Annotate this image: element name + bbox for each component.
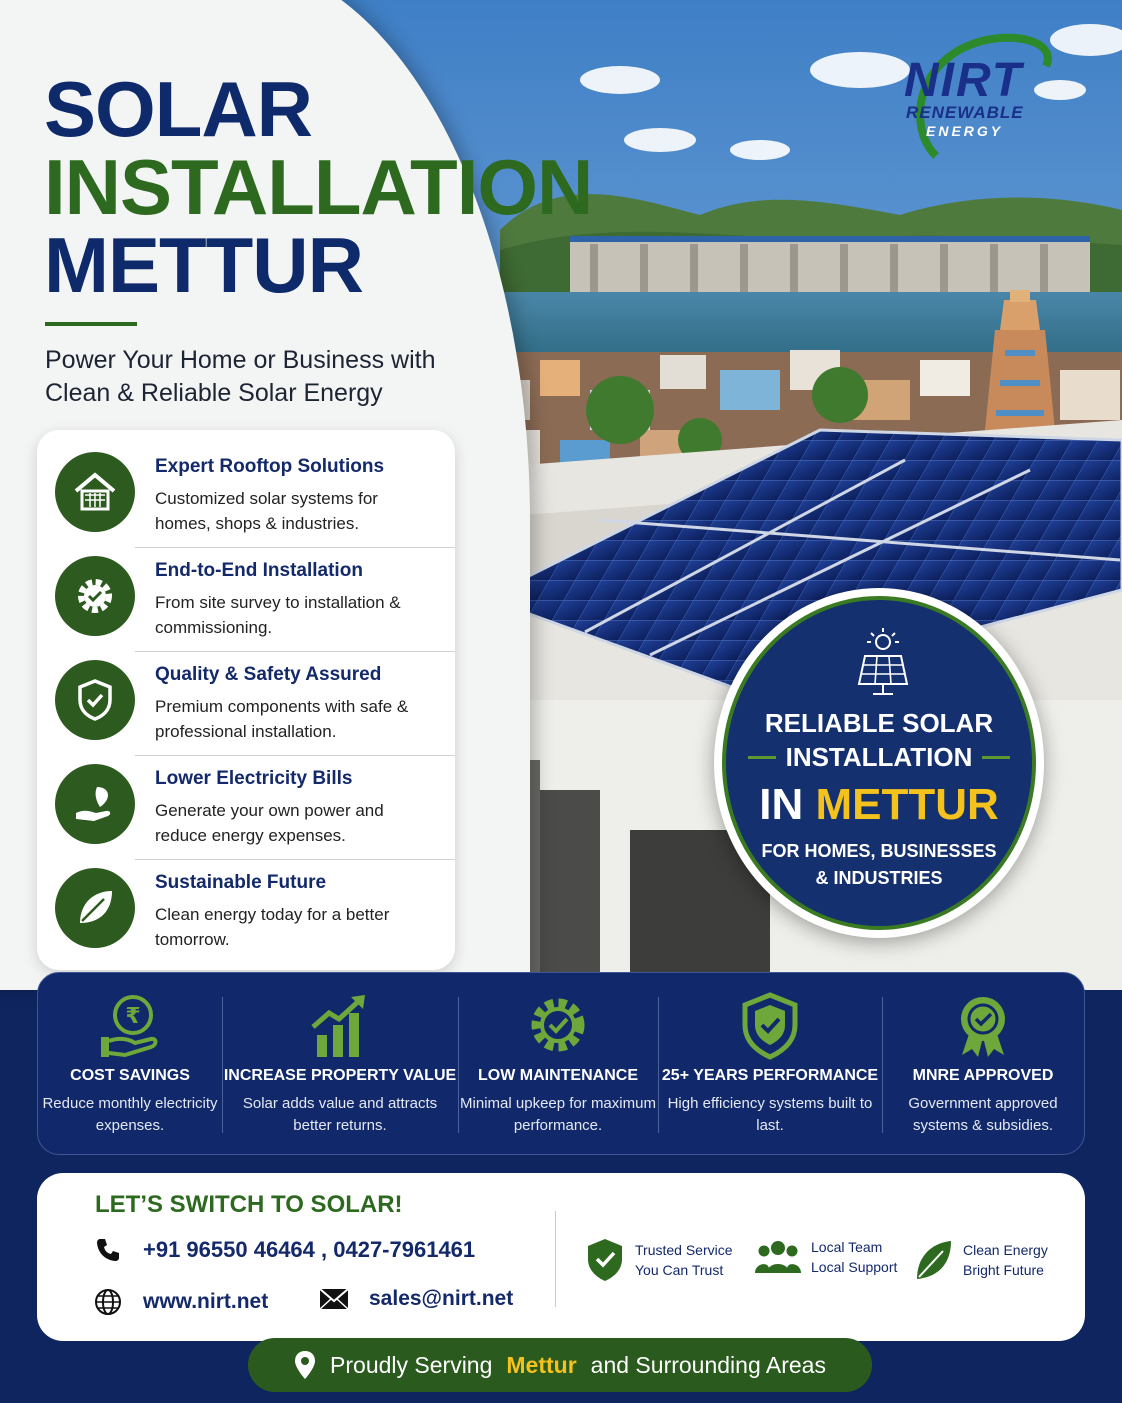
title-line-installation: INSTALLATION <box>44 143 593 231</box>
feature-desc: Premium components with safe & professional installation. <box>155 697 409 741</box>
phone-numbers[interactable]: +91 96550 46464 , 0427-7961461 <box>143 1237 476 1262</box>
leaf-icon <box>913 1237 953 1283</box>
gear-check-icon <box>523 991 593 1061</box>
badge-line4: FOR HOMES, BUSINESSES & INDUSTRIES <box>761 841 997 888</box>
feature-title: Lower Electricity Bills <box>155 768 353 789</box>
hand-leaf-icon <box>55 764 135 844</box>
trust-item <box>585 1237 733 1283</box>
service-area-suffix: and Surrounding Areas <box>590 1351 826 1378</box>
website-link[interactable]: www.nirt.net <box>143 1290 269 1313</box>
title-divider <box>45 322 137 326</box>
gear-check-icon <box>55 556 135 636</box>
page-title <box>44 65 593 309</box>
badge-line2-row <box>726 742 1032 773</box>
trust-item <box>755 1237 897 1277</box>
feature-desc: Clean energy today for a better tomorrow. <box>155 905 390 949</box>
benefit-title: COST SAVINGS <box>70 1067 190 1084</box>
benefit-desc: Solar adds value and attracts better returns. <box>242 1095 438 1134</box>
benefit-title: INCREASE PROPERTY VALUE <box>223 1067 457 1084</box>
trust-line1: Trusted Service <box>635 1242 733 1258</box>
trust-line2: You Can Trust <box>635 1262 724 1278</box>
benefit-item <box>658 973 882 1154</box>
feature-desc: Generate your own power and reduce energy expenses. <box>155 801 384 845</box>
location-pin-icon <box>294 1350 316 1380</box>
shield-check-icon <box>585 1237 625 1283</box>
nirt-logo <box>896 26 1076 176</box>
website-row[interactable] <box>93 1287 268 1317</box>
svg-text:₹: ₹ <box>125 1004 141 1029</box>
benefit-item <box>458 973 658 1154</box>
feature-desc: Customized solar systems for homes, shops & industries. <box>155 489 378 533</box>
contact-divider <box>555 1211 556 1307</box>
award-ribbon-icon <box>948 991 1018 1061</box>
trust-line2: Bright Future <box>963 1262 1044 1278</box>
badge-line3 <box>726 780 1032 830</box>
badge-dash <box>982 756 1010 759</box>
badge-line3-prefix: IN <box>759 780 804 829</box>
benefit-item <box>38 973 222 1154</box>
benefit-item <box>882 973 1084 1154</box>
benefit-title: LOW MAINTENANCE <box>478 1067 638 1084</box>
benefit-desc: High efficiency systems built to last. <box>667 1095 873 1134</box>
feature-title: Expert Rooftop Solutions <box>155 456 385 477</box>
logo-brand: NIRT <box>904 54 1024 107</box>
badge-line3-highlight: METTUR <box>815 780 999 829</box>
globe-icon <box>93 1287 123 1317</box>
envelope-icon <box>319 1287 349 1311</box>
mettur-badge <box>714 588 1044 938</box>
email-link[interactable]: sales@nirt.net <box>369 1287 514 1310</box>
benefits-bar <box>37 972 1085 1155</box>
service-area-prefix: Proudly Serving <box>330 1351 493 1378</box>
title-line-mettur: METTUR <box>44 221 363 309</box>
phone-row[interactable] <box>95 1237 475 1263</box>
email-row[interactable] <box>319 1287 513 1311</box>
leaf-icon <box>55 868 135 948</box>
shield-check-icon <box>735 991 805 1061</box>
logo-line2: ENERGY <box>926 123 1004 139</box>
trust-line1: Clean Energy <box>963 1242 1048 1258</box>
badge-line2: INSTALLATION <box>785 742 973 772</box>
shield-check-icon <box>55 660 135 740</box>
title-line-solar: SOLAR <box>44 65 312 153</box>
benefit-desc: Reduce monthly electricity expenses. <box>42 1095 218 1134</box>
features-card <box>37 430 455 970</box>
feature-title: Sustainable Future <box>155 872 327 893</box>
house-solar-icon <box>55 452 135 532</box>
rupee-hand-icon <box>95 991 165 1061</box>
feature-item <box>55 444 445 548</box>
trust-item <box>913 1237 1048 1283</box>
service-area-banner <box>248 1338 872 1392</box>
benefit-desc: Government approved systems & subsidies. <box>908 1095 1058 1134</box>
service-area-highlight: Mettur <box>506 1351 577 1378</box>
trust-line1: Local Team <box>811 1239 883 1255</box>
benefit-item <box>222 973 458 1154</box>
benefit-title: 25+ YEARS PERFORMANCE <box>661 1067 879 1084</box>
contact-card <box>37 1173 1085 1341</box>
feature-title: End-to-End Installation <box>155 560 363 581</box>
badge-line1: RELIABLE SOLAR <box>764 708 994 738</box>
badge-dash <box>748 756 776 759</box>
growth-chart-icon <box>305 991 375 1061</box>
logo-line1: RENEWABLE <box>906 103 1024 122</box>
feature-desc: From site survey to installation & commissioning. <box>155 593 401 637</box>
feature-item <box>55 548 445 652</box>
trust-line2: Local Support <box>811 1259 898 1275</box>
cta-heading: LET’S SWITCH TO SOLAR! <box>95 1191 403 1218</box>
benefit-title: MNRE APPROVED <box>912 1067 1054 1084</box>
feature-item <box>55 860 445 964</box>
feature-item <box>55 652 445 756</box>
solar-panel-sun-icon <box>853 628 913 698</box>
feature-item <box>55 756 445 860</box>
feature-title: Quality & Safety Assured <box>155 664 382 685</box>
benefit-desc: Minimal upkeep for maximum performance. <box>460 1095 656 1134</box>
phone-icon <box>95 1237 121 1263</box>
hero-subtitle: Power Your Home or Business with Clean & Reliable Solar Energy <box>45 346 436 407</box>
team-icon <box>755 1239 801 1275</box>
